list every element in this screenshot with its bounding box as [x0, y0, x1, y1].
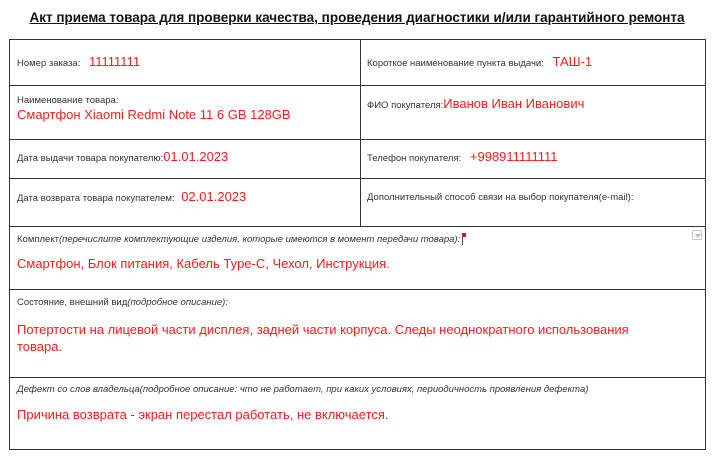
defect-label: Дефект со слов владельца(подробное описание: что не работает, при каких условиях, периодичность проявления дефекта) [17, 384, 589, 395]
column-divider [360, 40, 361, 226]
buyer-phone-label: Телефон покупателя: [367, 153, 462, 164]
extra-contact-field[interactable] [367, 188, 703, 203]
pickup-point-value: ТАШ-1 [552, 54, 593, 69]
order-number-label: Номер заказа: [17, 58, 81, 69]
issue-date-label: Дата выдачи товара покупателю: [17, 153, 164, 164]
return-date-label: Дата возврата товара покупателем: [17, 193, 175, 204]
buyer-name-value: Иванов Иван Иванович [443, 96, 585, 111]
return-date-field[interactable] [17, 189, 357, 204]
pickup-point-field[interactable] [367, 54, 703, 69]
condition-label: Состояние, внешний вид [17, 297, 128, 308]
buyer-phone-field[interactable] [367, 149, 703, 164]
row-divider [10, 289, 705, 290]
kit-field[interactable] [17, 234, 697, 272]
order-number-field[interactable] [17, 54, 357, 69]
kit-hint: (перечислите комплектующие изделия, которые имеются в момент передачи товара): [58, 234, 461, 246]
row-divider [10, 178, 705, 179]
row-divider [10, 226, 705, 227]
acceptance-form [9, 39, 706, 450]
condition-hint: (подробное описание): [127, 297, 228, 308]
defect-field[interactable] [17, 384, 697, 423]
row-divider [10, 139, 705, 140]
buyer-name-field[interactable] [367, 96, 703, 111]
issue-date-value: 01.01.2023 [163, 149, 229, 164]
buyer-name-label: ФИО покупателя: [367, 100, 444, 111]
defect-value: Причина возврата - экран перестал работать, не включается. [17, 407, 389, 422]
product-name-value: Смартфон Xiaomi Redmi Note 11 6 GB 128GB [17, 107, 291, 122]
row-divider [10, 85, 705, 86]
pickup-point-label: Короткое наименование пункта выдачи: [367, 58, 544, 69]
row-divider [10, 377, 705, 378]
extra-contact-label: Дополнительный способ связи на выбор покупателя(e-mail): [367, 192, 634, 203]
kit-label: Комплект [17, 234, 59, 246]
text-cursor [462, 234, 463, 245]
document-title: Акт приема товара для проверки качества, проведения диагностики и/или гарантийного ремонта [29, 10, 685, 25]
product-name-label: Наименование товара: [17, 95, 119, 106]
condition-value: Потертости на лицевой части дисплея, задней части корпуса. Следы неоднократного использования товара. [17, 322, 629, 354]
product-name-field[interactable] [17, 95, 357, 122]
issue-date-field[interactable] [17, 149, 357, 164]
condition-field[interactable] [17, 297, 697, 355]
return-date-value: 02.01.2023 [181, 189, 247, 204]
chevron-down-icon[interactable] [692, 230, 702, 240]
order-number-value: 11111111 [88, 54, 141, 69]
buyer-phone-value: +998911111111 [469, 149, 558, 164]
kit-value: Смартфон, Блок питания, Кабель Type-C, Чехол, Инструкция. [17, 256, 390, 272]
